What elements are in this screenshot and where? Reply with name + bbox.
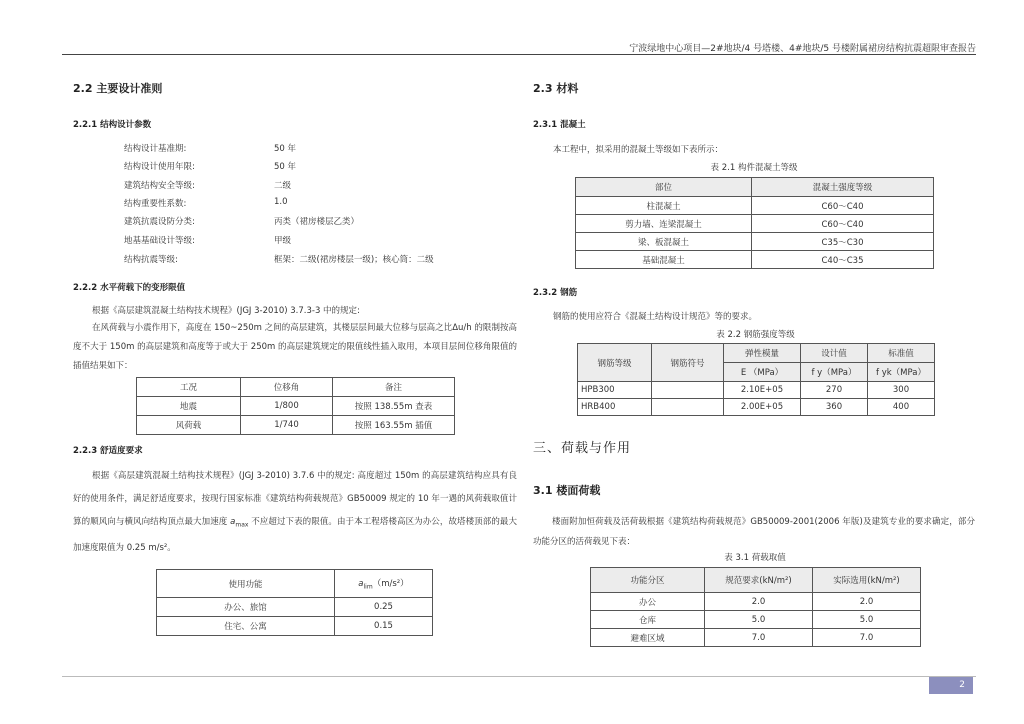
table-header-row [591, 568, 921, 593]
table-cell: 仓库 [591, 611, 705, 629]
table-row [576, 215, 934, 233]
table-header-cell [335, 570, 433, 598]
table-header-cell: 实际选用(kN/m²) [813, 568, 921, 593]
table-header-cell: 使用功能 [157, 570, 335, 598]
comfort-limit-table [156, 569, 433, 636]
table-header-cell: 弹性模量 [724, 344, 801, 363]
table-cell: 0.15 [335, 617, 433, 636]
rebar-intro: 钢筋的使用应符合《混凝土结构设计规范》等的要求。 [553, 312, 758, 322]
page-number: 2 [929, 677, 973, 694]
table-cell: 0.25 [335, 598, 433, 617]
param-label: 建筑抗震设防分类: [124, 217, 195, 227]
table-header-row [576, 178, 934, 197]
table-cell: C35～C30 [752, 233, 934, 251]
section-2-2-3-title: 2.2.3 舒适度要求 [73, 446, 143, 456]
table-row [576, 251, 934, 269]
table-header-cell: 规范要求(kN/m²) [705, 568, 813, 593]
footer-divider [62, 676, 976, 677]
comfort-paragraph-part-b: 不应超过下表的限值。由于本工程塔楼高区为办公，故塔楼顶部的最大加速度限值为 0.25 m/s²。 [73, 517, 517, 553]
table-row [157, 617, 433, 636]
concrete-grade-table [575, 177, 934, 269]
table-header-cell: E （MPa） [724, 363, 801, 382]
table-cell: 基础混凝土 [576, 251, 752, 269]
table-cell: 7.0 [705, 629, 813, 647]
table-cell: 住宅、公寓 [157, 617, 335, 636]
param-label: 结构设计使用年限: [124, 162, 195, 172]
table-row [137, 416, 455, 435]
table-cell: 1/800 [241, 397, 333, 416]
alim-symbol: a [358, 578, 364, 589]
table-cell: 2.0 [705, 593, 813, 611]
concrete-intro: 本工程中，拟采用的混凝土等级如下表所示： [553, 145, 724, 155]
table-header-cell: 标准值 [868, 344, 935, 363]
comfort-paragraph-part-a: 根据《高层建筑混凝土结构技术规程》(JGJ 3-2010) 3.7.6 中的规定: 高度超过 150m 的高层建筑结构应具有良好的使用条件，满足舒适度要求，按现行国家标准《建筑结构荷载规范》GB50009 规定的 10 年一遇的风荷载取值计算的顺风向与横风向结构顶点最大加速度 [73, 471, 517, 527]
report-header-title: 宁波绿地中心项目—2#地块/4 号塔楼、4#地块/5 号楼附属裙房结构抗震超限审查报告 [629, 44, 976, 54]
section-2-2-2-title: 2.2.2 水平荷载下的变形限值 [73, 283, 186, 293]
param-value: 框架：二级(裙房楼层一级)；核心筒：二级 [274, 255, 434, 265]
alim-unit: （m/s²） [372, 578, 409, 589]
table-cell: 5.0 [705, 611, 813, 629]
section-2-3-2-title: 2.3.2 钢筋 [533, 288, 578, 298]
table-cell: 7.0 [813, 629, 921, 647]
table-header-row [578, 344, 935, 363]
table-cell: C60～C40 [752, 197, 934, 215]
table-header-cell: 混凝土强度等级 [752, 178, 934, 197]
table-cell: 400 [868, 399, 935, 416]
drift-rule-paragraph: 在风荷载与小震作用下，高度在 150~250m 之间的高层建筑，其楼层层间最大位移与层高之比Δu/h 的限制按高度不大于 150m 的高层建筑和高度等于或大于 250m 的高层建筑规定的限值线性插入取用，本项目层间位移角限值的插值结果如下： [73, 323, 517, 371]
param-label: 地基基础设计等级: [124, 236, 195, 246]
table-cell [652, 382, 724, 399]
table-row [591, 593, 921, 611]
table-header-cell: f y（MPa） [801, 363, 868, 382]
table-row [157, 598, 433, 617]
rebar-strength-table [577, 343, 935, 416]
section-3-1-title: 3.1 楼面荷载 [533, 484, 601, 497]
table-header-cell: f yk（MPa） [868, 363, 935, 382]
section-2-3-title: 2.3 材料 [533, 82, 579, 95]
param-label: 结构重要性系数: [124, 199, 187, 209]
header-divider [62, 54, 976, 55]
table-row [578, 382, 935, 399]
section-2-2-title: 2.2 主要设计准则 [73, 82, 163, 95]
table-cell: 300 [868, 382, 935, 399]
concrete-table-caption: 表 2.1 构件混凝土等级 [710, 163, 798, 173]
table-row [576, 197, 934, 215]
param-value: 二级 [274, 181, 292, 191]
drift-limit-table [136, 377, 455, 435]
table-cell: 360 [801, 399, 868, 416]
param-label: 结构设计基准期: [124, 144, 187, 154]
load-table-caption: 表 3.1 荷载取值 [724, 553, 786, 563]
table-header-cell: 钢筋等级 [578, 344, 652, 382]
table-cell: 办公、旅馆 [157, 598, 335, 617]
comfort-paragraph [73, 465, 517, 560]
table-cell: HRB400 [578, 399, 652, 416]
table-cell: 2.10E+05 [724, 382, 801, 399]
amax-subscript: max [235, 521, 249, 529]
table-cell: 避难区域 [591, 629, 705, 647]
table-row [578, 399, 935, 416]
table-header-cell: 钢筋符号 [652, 344, 724, 382]
param-value: 50 年 [274, 144, 297, 154]
table-header-row [157, 570, 433, 598]
param-value: 50 年 [274, 162, 297, 172]
table-cell [652, 399, 724, 416]
table-header-cell: 部位 [576, 178, 752, 197]
table-header-cell: 位移角 [241, 378, 333, 397]
table-row [137, 397, 455, 416]
table-cell: 梁、板混凝土 [576, 233, 752, 251]
param-value: 1.0 [274, 197, 288, 207]
table-cell: 办公 [591, 593, 705, 611]
table-header-cell: 备注 [333, 378, 455, 397]
param-value: 甲级 [274, 236, 292, 246]
table-header-cell: 设计值 [801, 344, 868, 363]
table-cell: 1/740 [241, 416, 333, 435]
drift-rule-intro: 根据《高层建筑混凝土结构技术规程》(JGJ 3-2010) 3.7.3-3 中的规定: [92, 306, 360, 316]
table-header-cell: 功能分区 [591, 568, 705, 593]
table-cell: 2.0 [813, 593, 921, 611]
table-row [591, 611, 921, 629]
rebar-table-caption: 表 2.2 钢筋强度等级 [716, 330, 795, 340]
floor-load-table [590, 567, 921, 647]
table-header-cell: 工况 [137, 378, 241, 397]
table-cell: C60～C40 [752, 215, 934, 233]
amax-symbol: a [230, 517, 236, 527]
table-cell: C40～C35 [752, 251, 934, 269]
table-cell: 按照 138.55m 查表 [333, 397, 455, 416]
param-label: 结构抗震等级: [124, 255, 178, 265]
chapter-3-title: 三、荷载与作用 [533, 441, 632, 456]
table-cell: HPB300 [578, 382, 652, 399]
table-row [576, 233, 934, 251]
table-cell: 按照 163.55m 插值 [333, 416, 455, 435]
section-2-3-1-title: 2.3.1 混凝土 [533, 120, 586, 130]
table-cell: 风荷载 [137, 416, 241, 435]
table-cell: 5.0 [813, 611, 921, 629]
param-label: 建筑结构安全等级: [124, 181, 195, 191]
table-cell: 270 [801, 382, 868, 399]
section-2-2-1-title: 2.2.1 结构设计参数 [73, 120, 152, 130]
table-cell: 柱混凝土 [576, 197, 752, 215]
table-header-row [137, 378, 455, 397]
param-value: 丙类（裙房楼层乙类） [274, 217, 360, 227]
alim-subscript: lim [363, 583, 373, 591]
table-cell: 剪力墙、连梁混凝土 [576, 215, 752, 233]
table-row [591, 629, 921, 647]
floor-load-paragraph: 楼面附加恒荷载及活荷载根据《建筑结构荷载规范》GB50009-2001(2006 年版)及建筑专业的要求确定，部分功能分区的活荷载见下表： [533, 517, 975, 547]
table-cell: 2.00E+05 [724, 399, 801, 416]
table-cell: 地震 [137, 397, 241, 416]
